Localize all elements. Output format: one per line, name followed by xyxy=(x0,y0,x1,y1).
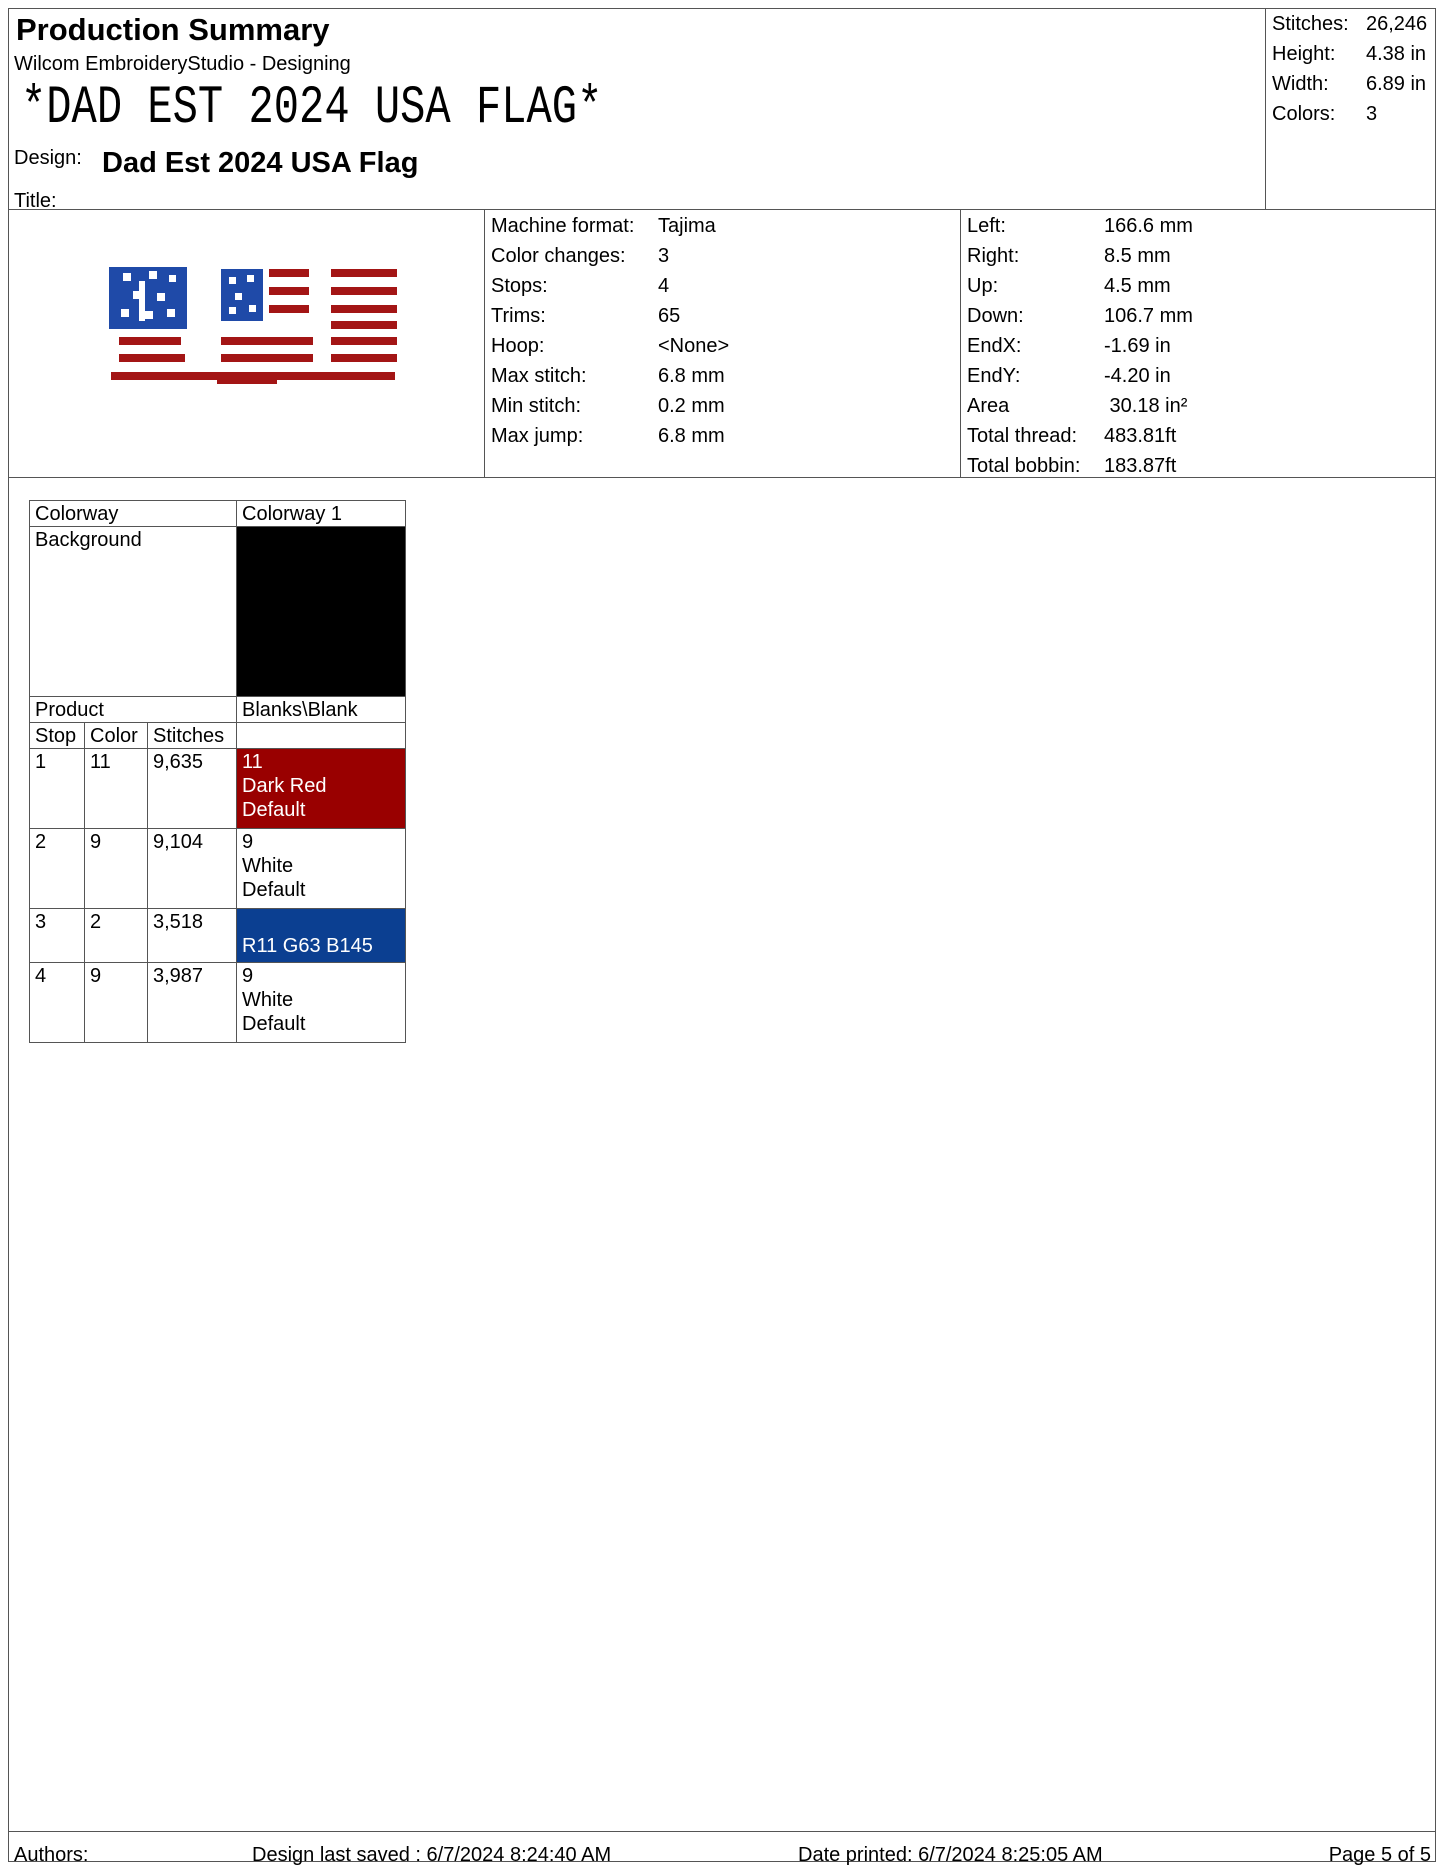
header-color: Color xyxy=(85,723,148,749)
stop-number: 4 xyxy=(30,963,85,1043)
color-number: 9 xyxy=(85,829,148,909)
software-name: Wilcom EmbroideryStudio - Designing xyxy=(14,53,351,75)
page-title: Production Summary xyxy=(16,12,330,47)
design-preview-image xyxy=(109,259,399,399)
stop-row xyxy=(30,829,406,909)
info-divider-bottom xyxy=(9,477,1435,478)
thread-swatch-line: 9 xyxy=(242,831,254,853)
design-name-large: *DAD EST 2024 USA FLAG* xyxy=(21,78,603,139)
stop-number: 3 xyxy=(30,909,85,963)
colorway-value: Colorway 1 xyxy=(237,501,406,527)
max-jump-row: Max jump: 6.8 mm xyxy=(491,425,725,447)
header-divider xyxy=(9,209,1435,210)
left-row: Left: 166.6 mm xyxy=(967,215,1193,237)
info-divider-1 xyxy=(484,209,485,477)
background-label: Background xyxy=(30,527,237,697)
summary-height: Height: 4.38 in xyxy=(1272,43,1427,65)
stops-row: Stops: 4 xyxy=(491,275,670,297)
footer-date-printed: Date printed: 6/7/2024 8:25:05 AM xyxy=(798,1844,1103,1866)
stitch-count: 3,518 xyxy=(148,909,237,963)
thread-swatch-line: Dark Red xyxy=(242,775,327,797)
info-divider-2 xyxy=(960,209,961,477)
thread-swatch-line: 9 xyxy=(242,965,254,987)
stop-row xyxy=(30,749,406,829)
stop-number: 2 xyxy=(30,829,85,909)
summary-block xyxy=(1272,9,1427,129)
stops-header-row xyxy=(30,723,406,749)
stitch-count: 9,104 xyxy=(148,829,237,909)
thread-swatch xyxy=(237,909,406,963)
thread-swatch-line: Default xyxy=(242,799,306,821)
background-row xyxy=(30,527,406,697)
up-row: Up: 4.5 mm xyxy=(967,275,1171,297)
thread-swatch-line: White xyxy=(242,855,294,877)
thread-swatch-line: Default xyxy=(242,1013,306,1035)
thread-swatch xyxy=(237,829,406,909)
machine-info-block xyxy=(491,211,729,451)
trims-row: Trims: 65 xyxy=(491,305,681,327)
endy-row: EndY: -4.20 in xyxy=(967,365,1171,387)
thread-swatch-line: White xyxy=(242,989,294,1011)
down-row: Down: 106.7 mm xyxy=(967,305,1193,327)
stop-row xyxy=(30,963,406,1043)
min-stitch-row: Min stitch: 0.2 mm xyxy=(491,395,725,417)
header-swatch xyxy=(237,723,406,749)
product-label: Product xyxy=(30,697,237,723)
thread-swatch-line: Default xyxy=(242,879,306,901)
endx-row: EndX: -1.69 in xyxy=(967,335,1171,357)
position-info-block xyxy=(967,211,1193,481)
max-stitch-row: Max stitch: 6.8 mm xyxy=(491,365,725,387)
summary-width: Width: 6.89 in xyxy=(1272,73,1427,95)
footer-divider xyxy=(9,1831,1435,1832)
thread-swatch xyxy=(237,963,406,1043)
colorway-label: Colorway xyxy=(30,501,237,527)
color-number: 9 xyxy=(85,963,148,1043)
design-label: Design: xyxy=(14,147,82,169)
stop-row xyxy=(30,909,406,963)
product-row xyxy=(30,697,406,723)
color-changes-row: Color changes: 3 xyxy=(491,245,670,267)
footer-last-saved: Design last saved : 6/7/2024 8:24:40 AM xyxy=(252,1844,612,1866)
thread-swatch-line xyxy=(242,910,401,934)
colorway-table xyxy=(29,500,406,1043)
summary-colors: Colors: 3 xyxy=(1272,103,1378,125)
right-row: Right: 8.5 mm xyxy=(967,245,1171,267)
stitch-count: 3,987 xyxy=(148,963,237,1043)
design-value: Dad Est 2024 USA Flag xyxy=(102,147,419,179)
stop-rows xyxy=(30,749,406,1043)
header-stop: Stop xyxy=(30,723,85,749)
footer-page-number: Page 5 of 5 xyxy=(1328,1844,1431,1866)
product-value: Blanks\Blank xyxy=(237,697,406,723)
color-number: 11 xyxy=(85,749,148,829)
header-stitches: Stitches xyxy=(148,723,237,749)
title-label: Title: xyxy=(14,190,57,212)
stop-number: 1 xyxy=(30,749,85,829)
background-swatch xyxy=(237,527,406,697)
total-bobbin-row: Total bobbin: 183.87ft xyxy=(967,455,1177,477)
thread-swatch-line: 11 xyxy=(242,751,263,773)
total-thread-row: Total thread: 483.81ft xyxy=(967,425,1177,447)
stitch-count: 9,635 xyxy=(148,749,237,829)
machine-format-row: Machine format: Tajima xyxy=(491,215,716,237)
area-row: Area 30.18 in² xyxy=(967,395,1188,417)
thread-swatch xyxy=(237,749,406,829)
header-divider-vertical xyxy=(1265,9,1266,209)
colorway-row xyxy=(30,501,406,527)
thread-swatch-line: R11 G63 B145 xyxy=(242,935,373,957)
color-number: 2 xyxy=(85,909,148,963)
summary-stitches: Stitches: 26,246 xyxy=(1272,13,1428,35)
letter-d-left xyxy=(111,337,191,380)
footer-authors: Authors: xyxy=(14,1844,89,1866)
hoop-row: Hoop: <None> xyxy=(491,335,730,357)
